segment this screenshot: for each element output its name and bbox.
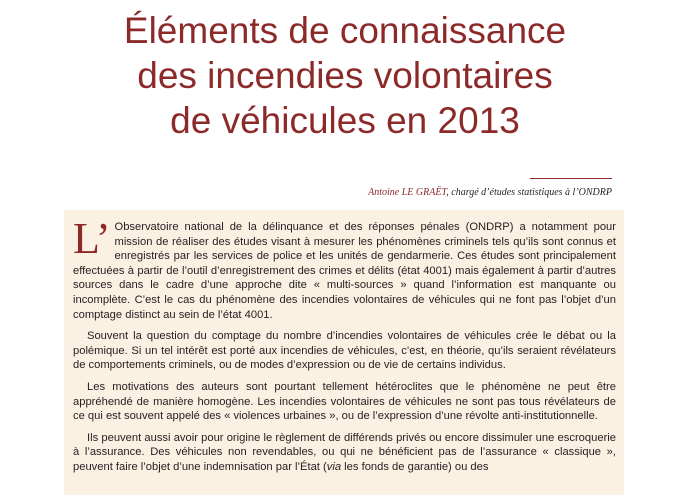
paragraph-1 [73,214,616,322]
paragraph-1-text: Observatoire national de la délinquance et des réponses pénales (ONDRP) a notamment pour mission de réaliser des études visant à mesurer les phénomènes criminels tels qu’ils sont connus et enregistrés par les services de police et les unités de gendarmerie. Ces études sont principalement effectuées à partir de l’outil d’enregistrement des crimes et délits (état 4001) mais également à partir d’autres sources dans le cadre d’une approche dite « multi-sources » quand l’information est manquante ou incomplète. C’est le cas du phénomène des incendies volontaires de véhicules qui ne font pas l’objet d’un comptage distinct au sein de l’état 4001. [73,221,616,321]
paragraph-2: Souvent la question du comptage du nombre d’incendies volontaires de véhicules crée le débat ou la polémique. Si un tel intérêt est porté aux incendies de véhicules, c’est, en théorie, qu’ils seraient révélateurs de comportements criminels, ou de modes d’expression ou de vie de certains individus. [73,330,616,372]
paragraph-4 [73,431,616,475]
drop-cap: L’ [73,214,111,263]
article-body [73,214,616,482]
paragraph-4-start: Ils peuvent aussi avoir pour origine le règlement de différends privés ou encore dissimuler une escroquerie à l’assurance. Des véhicules non revendables, ou qui ne bénéficient pas de l’assurance « classique », peuvent faire l’objet d’une indemnisation par l’État ( [73,431,616,473]
paragraph-4-via: via [326,460,342,473]
article-title [0,8,690,143]
title-line-2: des incendies volontaires [137,55,553,96]
byline-divider [530,178,612,179]
author-name: Antoine LE GRAËT [368,187,447,198]
byline [368,187,612,198]
author-role: , chargé d’études statistiques à l’ONDRP [446,187,612,198]
title-line-1: Éléments de connaissance [123,10,567,51]
title-line-3: de véhicules en 2013 [170,100,520,141]
paragraph-4-end: les fonds de garantie) ou des [341,460,489,473]
paragraph-3: Les motivations des auteurs sont pourtant tellement hétéroclites que le phénomène ne peut être appréhendé de manière homogène. Les incendies volontaires de véhicules ne sont pas tous révélateurs de ce qui est souvent appelé des « violences urbaines », ou de l’expression d’une révolte anti-institutionnelle. [73,380,616,423]
